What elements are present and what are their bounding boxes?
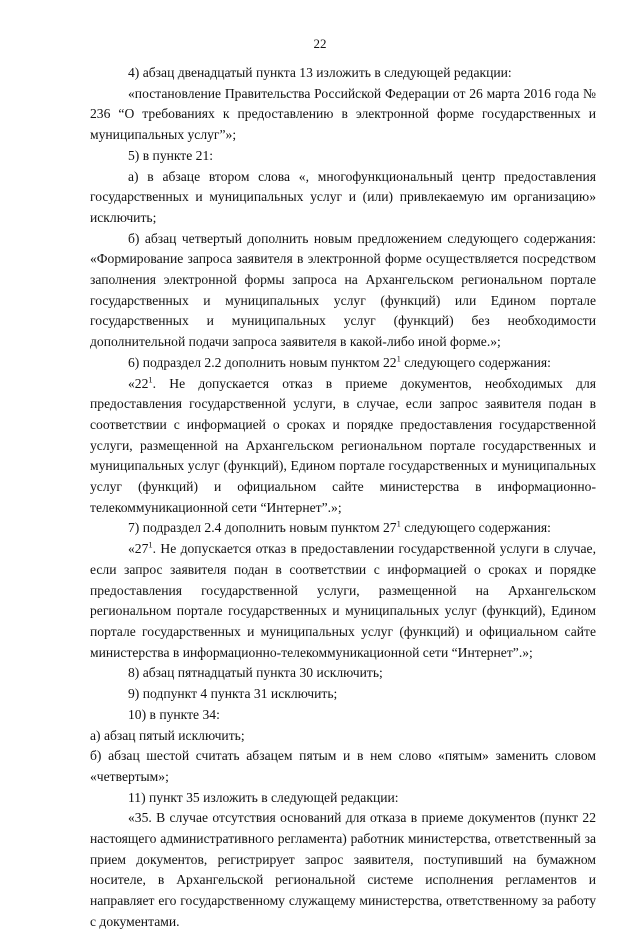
paragraph-text: следующего содержания: bbox=[400, 520, 551, 536]
paragraph-text: «27 bbox=[128, 541, 149, 557]
paragraph-text: . Не допускается отказ в предоставлении государственной услуги в случае, если запрос заявителя подан в соответствии с информацией о сроках и порядке предоставления государственной услуги, размещенной на Архангельском региональном портале государственных и муниципальных услуг (функций), Едином портале государственных и муниципальных услуг (функций) и официальном сайте министерства в информационно-телекоммуникационной сети “Интернет”.»; bbox=[90, 541, 596, 660]
paragraph-item-6 bbox=[90, 353, 596, 374]
superscript: 1 bbox=[148, 374, 153, 385]
paragraph-item-5: 5) в пункте 21: bbox=[128, 147, 214, 163]
paragraph-item-4: 4) абзац двенадцатый пункта 13 изложить в следующей редакции: bbox=[128, 65, 512, 80]
superscript: 1 bbox=[396, 353, 401, 364]
paragraph-item-7 bbox=[90, 518, 596, 539]
paragraph-item-11: 11) пункт 35 изложить в следующей редакции: bbox=[128, 789, 399, 805]
paragraph-item-35: «35. В случае отсутствия оснований для отказа в приеме документов (пункт 22 настоящего административного регламента) работник министерства, ответственный за прием документов, регистрирует запрос заявителя, поступивший на бумажном носителе, в Архангельской региональной системе исполнения регламентов и направляет его государственному служащему министерства, ответственному за работу с документами. bbox=[90, 810, 596, 929]
document-body bbox=[90, 63, 596, 933]
paragraph-text: . Не допускается отказ в приеме документов, необходимых для предоставления государственной услуги, в случае, если запрос заявителя подан в соответствии с информацией о сроках и порядке предоставления государственной услуги, размещенной на Архангельском региональном портале государственных и муниципальных услуг (функций), Едином портале государственных и муниципальных услуг (функций) и официальном сайте министерства в информационно-телекоммуникационной сети “Интернет”.»; bbox=[90, 375, 596, 515]
paragraph-text: 7) подраздел 2.4 дополнить новым пунктом 27 bbox=[128, 520, 397, 536]
paragraph-text: 6) подраздел 2.2 дополнить новым пунктом 22 bbox=[128, 354, 397, 370]
paragraph-item-8: 8) абзац пятнадцатый пункта 30 исключить; bbox=[128, 665, 383, 681]
paragraph-item-10b: б) абзац шестой считать абзацем пятым и в нем слово «пятым» заменить словом «четвертым»; bbox=[90, 748, 596, 784]
paragraph-item-10: 10) в пункте 34: bbox=[128, 706, 220, 722]
page-number: 22 bbox=[313, 36, 327, 51]
paragraph-item-9: 9) подпункт 4 пункта 31 исключить; bbox=[128, 686, 338, 702]
paragraph-item-22-1 bbox=[90, 374, 596, 519]
superscript: 1 bbox=[396, 518, 401, 529]
paragraph-item-27-1 bbox=[90, 539, 596, 663]
paragraph-item-5a: а) в абзаце втором слова «, многофункциональный центр предоставления государственных и муниципальных услуг и (или) привлекаемую им организацию» исключить; bbox=[90, 168, 596, 225]
paragraph-text: следующего содержания: bbox=[400, 354, 551, 370]
paragraph-item-10a: а) абзац пятый исключить; bbox=[90, 727, 245, 743]
paragraph-item-4-quote: «постановление Правительства Российской Федерации от 26 марта 2016 года № 236 “О требованиях к предоставлению в электронной форме государственных и муниципальных услуг”»; bbox=[90, 85, 596, 143]
paragraph-item-5b: б) абзац четвертый дополнить новым предложением следующего содержания: «Формирование запроса заявителя в электронной форме осуществляется посредством заполнения электронной формы запроса на Архангельском региональном портале государственных и муниципальных услуг (функций) или Едином портале государственных и муниципальных услуг (функций) без необходимости дополнительной подачи запроса заявителя в какой-либо иной форме.»; bbox=[90, 230, 596, 350]
superscript: 1 bbox=[148, 539, 153, 550]
paragraph-text: «22 bbox=[128, 375, 149, 391]
